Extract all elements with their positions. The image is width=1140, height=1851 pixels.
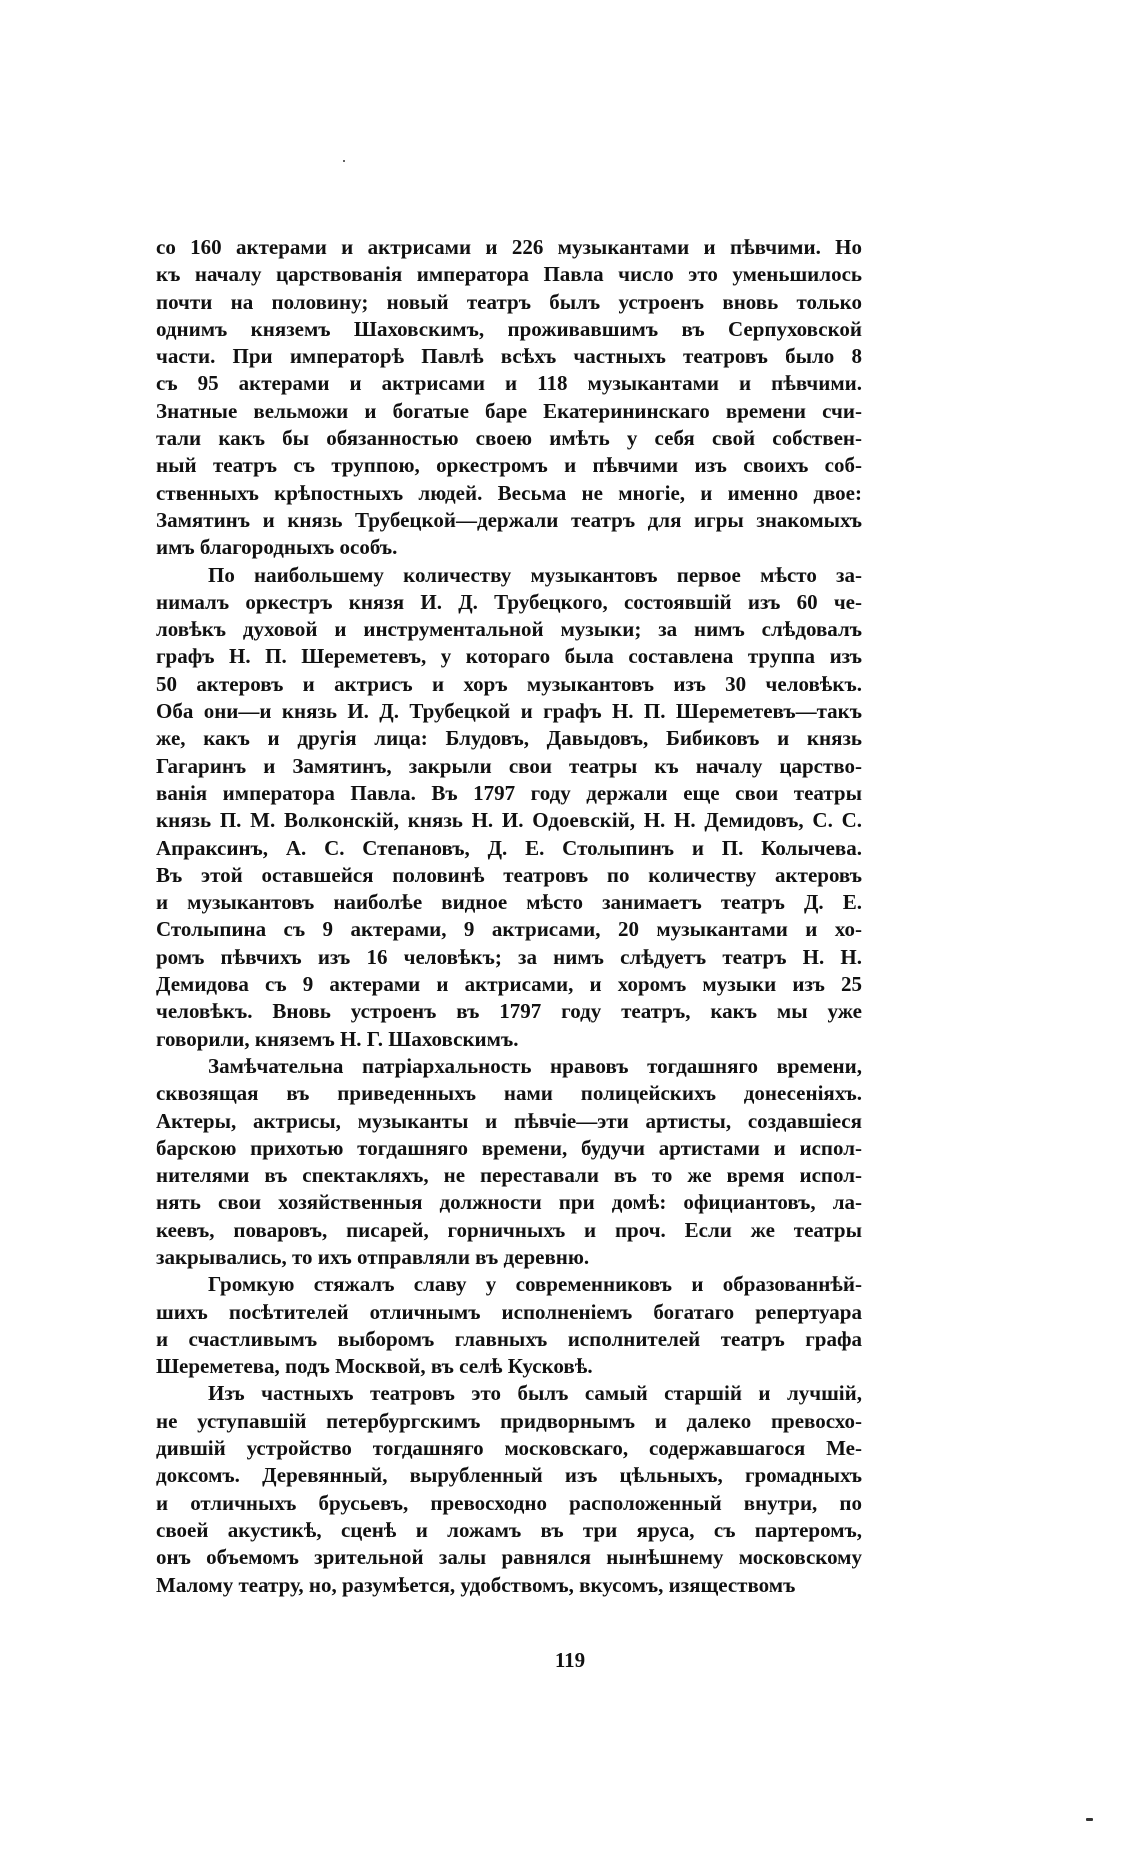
text-line: нителями въ спектакляхъ, не переставали въ то же время испол- (156, 1163, 862, 1188)
text-line: однимъ княземъ Шаховскимъ, проживавшимъ въ Серпуховской (156, 316, 862, 341)
text-line: съ 95 актерами и актрисами и 118 музыкантами и пѣвчими. (156, 371, 862, 396)
text-line: же, какъ и другія лица: Блудовъ, Давыдовъ, Бибиковъ и князь (156, 726, 862, 751)
text-line: къ началу царствованія императора Павла число это уменьшилось (156, 262, 862, 287)
text-line: и счастливымъ выборомъ главныхъ исполнителей театръ графа (156, 1326, 862, 1351)
text-line: и музыкантовъ наиболѣе видное мѣсто занимаетъ театръ Д. Е. (156, 890, 862, 915)
text-line: своей акустикѣ, сценѣ и ложамъ въ три яруса, съ партеромъ, (156, 1517, 862, 1542)
text-line: почти на половину; новый театръ былъ устроенъ вновь только (156, 289, 862, 314)
page-number: 119 (554, 1648, 586, 1672)
text-line: кеевъ, поваровъ, писарей, горничныхъ и проч. Если же театры (156, 1217, 862, 1242)
text-line: дившій устройство тогдашняго московскаго, содержавшагося Ме- (156, 1436, 862, 1461)
paragraph (156, 1053, 862, 1271)
text-line: барскою прихотью тогдашняго времени, будучи артистами и испол- (156, 1135, 862, 1160)
text-line: Замѣчательна патріархальность нравовъ тогдашняго времени, (208, 1053, 862, 1078)
text-line: Столыпина съ 9 актерами, 9 актрисами, 20 музыкантами и хо- (156, 917, 862, 942)
paragraph (156, 562, 862, 1053)
text-line: нять свои хозяйственныя должности при домѣ: официантовъ, ла- (156, 1190, 862, 1215)
text-line: Оба они—и князь И. Д. Трубецкой и графъ Н. П. Шереметевъ—такъ (156, 699, 862, 724)
text-line: части. При императорѣ Павлѣ всѣхъ частныхъ театровъ было 8 (156, 344, 862, 369)
scan-speck (1086, 1818, 1093, 1821)
text-line: со 160 актерами и актрисами и 226 музыкантами и пѣвчими. Но (156, 235, 862, 259)
text-line: князь П. М. Волконскій, князь Н. И. Одоевскій, Н. Н. Демидовъ, С. С. (156, 808, 862, 833)
text-line: Апраксинъ, А. С. Степановъ, Д. Е. Столыпинъ и П. Колычева. (156, 835, 862, 860)
text-line: 50 актеровъ и актрисъ и хоръ музыкантовъ изъ 30 человѣкъ. (156, 671, 862, 696)
text-line: имъ благородныхъ особъ. (156, 535, 398, 560)
paragraph (156, 234, 862, 562)
text-line: шихъ посѣтителей отличнымъ исполненіемъ богатаго репертуара (156, 1299, 862, 1324)
text-line: говорили, княземъ Н. Г. Шаховскимъ. (156, 1026, 519, 1051)
text-line: закрывались, то ихъ отправляли въ деревню. (156, 1244, 590, 1269)
text-line: Громкую стяжалъ славу у современниковъ и образованнѣй- (208, 1272, 862, 1297)
text-line: тали какъ бы обязанностью своею имѣть у себя свой собствен- (156, 426, 862, 451)
text-line: Малому театру, но, разумѣется, удобствомъ, вкусомъ, изяществомъ (156, 1572, 796, 1597)
text-line: Въ этой оставшейся половинѣ театровъ по количеству актеровъ (156, 862, 862, 887)
body-text (156, 234, 862, 1599)
text-line: онъ объемомъ зрительной залы равнялся нынѣшнему московскому (156, 1545, 862, 1570)
text-line: ный театръ съ труппою, оркестромъ и пѣвчими изъ своихъ соб- (156, 453, 862, 478)
text-line: ственныхъ крѣпостныхъ людей. Весьма не многіе, и именно двое: (156, 480, 862, 505)
text-line: Изъ частныхъ театровъ это былъ самый старшій и лучшій, (208, 1381, 862, 1406)
text-line: ловѣкъ духовой и инструментальной музыки; за нимъ слѣдовалъ (156, 617, 862, 642)
text-line: Актеры, актрисы, музыканты и пѣвчіе—эти артисты, создавшіеся (156, 1108, 862, 1133)
paragraph (156, 1380, 862, 1598)
scan-speck (343, 160, 345, 162)
text-line: Гагаринъ и Замятинъ, закрыли свои театры къ началу царство- (156, 753, 862, 778)
text-line: доксомъ. Деревянный, вырубленный изъ цѣльныхъ, громадныхъ (156, 1463, 862, 1488)
text-line: не уступавшій петербургскимъ придворнымъ и далеко превосхо- (156, 1408, 862, 1433)
text-line: Демидова съ 9 актерами и актрисами, и хоромъ музыки изъ 25 (156, 972, 862, 997)
paragraph (156, 1271, 862, 1380)
text-line: Замятинъ и князь Трубецкой—держали театръ для игры знакомыхъ (156, 507, 862, 532)
text-line: сквозящая въ приведенныхъ нами полицейскихъ донесеніяхъ. (156, 1081, 862, 1106)
text-line: человѣкъ. Вновь устроенъ въ 1797 году театръ, какъ мы уже (156, 999, 862, 1024)
text-line: По наибольшему количеству музыкантовъ первое мѣсто за- (208, 562, 862, 587)
text-line: ромъ пѣвчихъ изъ 16 человѣкъ; за нимъ слѣдуетъ театръ Н. Н. (156, 944, 862, 969)
text-line: ванія императора Павла. Въ 1797 году держали еще свои театры (156, 780, 862, 805)
text-line: нималъ оркестръ князя И. Д. Трубецкого, состоявшій изъ 60 че- (156, 589, 862, 614)
text-line: и отличныхъ брусьевъ, превосходно расположенный внутри, по (156, 1490, 862, 1515)
text-line: графъ Н. П. Шереметевъ, у котораго была составлена труппа изъ (156, 644, 862, 669)
text-line: Шереметева, подъ Москвой, въ селѣ Кусковѣ. (156, 1354, 593, 1379)
text-line: Знатные вельможи и богатые баре Екатерининскаго времени счи- (156, 398, 862, 423)
